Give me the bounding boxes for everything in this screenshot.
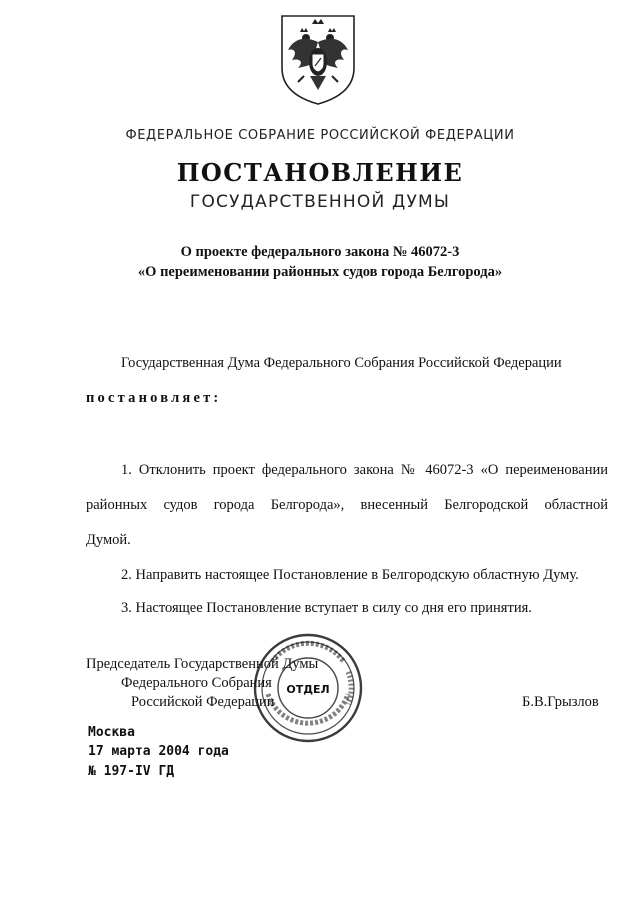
signatory-title-line-2: Федерального Собрания — [121, 675, 272, 691]
resolves-word: постановляет: — [86, 390, 222, 406]
item-1-line-2: районных судов города Белгорода», внесенный Белгородской областной — [86, 497, 608, 513]
item-1-line-1: 1. Отклонить проект федерального закона № 46072-3 «О переименовании — [121, 462, 608, 478]
item-2: 2. Направить настоящее Постановление в Белгородскую областную Думу. — [121, 567, 579, 583]
organization-name: ФЕДЕРАЛЬНОЕ СОБРАНИЕ РОССИЙСКОЙ ФЕДЕРАЦИИ — [125, 128, 515, 143]
official-round-seal-icon — [252, 632, 364, 744]
stamp-center-text: ОТДЕЛ — [286, 683, 330, 696]
subject-line-2: «О переименовании районных судов города Белгорода» — [137, 264, 503, 280]
item-3: 3. Настоящее Постановление вступает в силу со дня его принятия. — [121, 600, 532, 616]
document-issuer: ГОСУДАРСТВЕННОЙ ДУМЫ — [189, 192, 451, 212]
item-1-line-3: Думой. — [86, 532, 131, 548]
signatory-title-line-3: Российской Федерации — [131, 694, 275, 710]
document-number: № 197-IV ГД — [88, 764, 175, 779]
preamble: Государственная Дума Федерального Собрания Российской Федерации — [121, 355, 562, 371]
signatory-name: Б.В.Грызлов — [522, 694, 599, 710]
russian-double-headed-eagle-icon — [276, 10, 360, 108]
signatory-title-line-1: Председатель Государственной Думы — [86, 656, 319, 672]
date-of-signing: 17 марта 2004 года — [88, 744, 229, 759]
subject-line-1: О проекте федерального закона № 46072-3 — [180, 244, 460, 260]
document-type: ПОСТАНОВЛЕНИЕ — [176, 158, 464, 187]
place-of-signing: Москва — [88, 725, 135, 740]
